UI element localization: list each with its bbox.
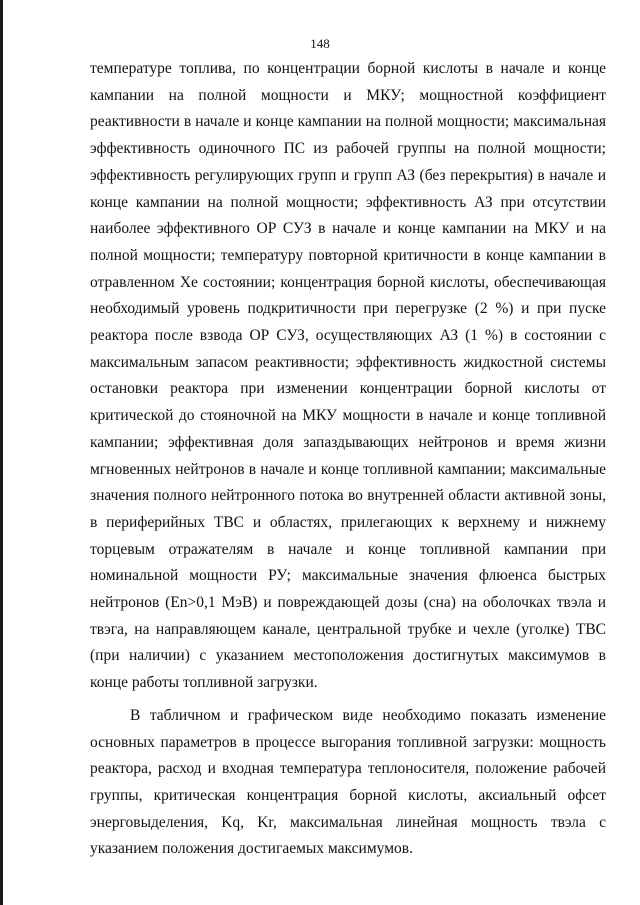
scan-border [0, 0, 3, 905]
document-body [90, 56, 606, 863]
page-number: 148 [310, 36, 330, 51]
paragraph-parameters: В табличном и графическом виде необходимо показать изменение основных параметров в процессе выгорания топливной загрузки: мощность реактора, расход и входная температура теплоносителя, положение рабочей группы, критическая концентрация борной кислоты, аксиальный офсет энерговыделения, Kq, Kr, максимальная линейная мощность твэла с указанием положения достигаемых максимумов. [90, 706, 606, 858]
paragraph-continued: температуре топлива, по концентрации борной кислоты в начале и конце кампании на полной мощности и МКУ; мощностной коэффициент реактивности в начале и конце кампании на полной мощности; максимальная эффективность одиночного ПС из рабочей группы на полной мощности; эффективность регулирующих групп и групп АЗ (без перекрытия) в начале и конце кампании на полной мощности; эффективность АЗ при отсутствии наиболее эффективного ОР СУЗ в начале и конце кампании на МКУ и на полной мощности; температуру повторной критичности в конце кампании в отравленном Хе состоянии; концентрация борной кислоты, обеспечивающая необходимый уровень подкритичности при перегрузке (2 %) и при пуске реактора после взвода ОР СУЗ, осуществляющих АЗ (1 %) в состоянии с максимальным запасом реактивности; эффективность жидкостной системы остановки реактора при изменении концентрации борной кислоты от критической до стояночной на МКУ мощности в начале и конце топливной кампании; эффективная доля запаздывающих нейтронов и время жизни мгновенных нейтронов в начале и конце топливной кампании; максимальные значения полного нейтронного потока во внутренней области активной зоны, в периферийных ТВС и областях, прилегающих к верхнему и нижнему торцевым отражателям в начале и конце топливной кампании при номинальной мощности РУ; максимальные значения флюенса быстрых нейтронов (En>0,1 МэВ) и повреждающей дозы (сна) на оболочках твэла и твэга, на направляющем канале, центральной трубке и чехле (уголке) ТВС (при наличии) с указанием местоположения достигнутых максимумов в конце работы топливной загрузки. [90, 60, 606, 692]
